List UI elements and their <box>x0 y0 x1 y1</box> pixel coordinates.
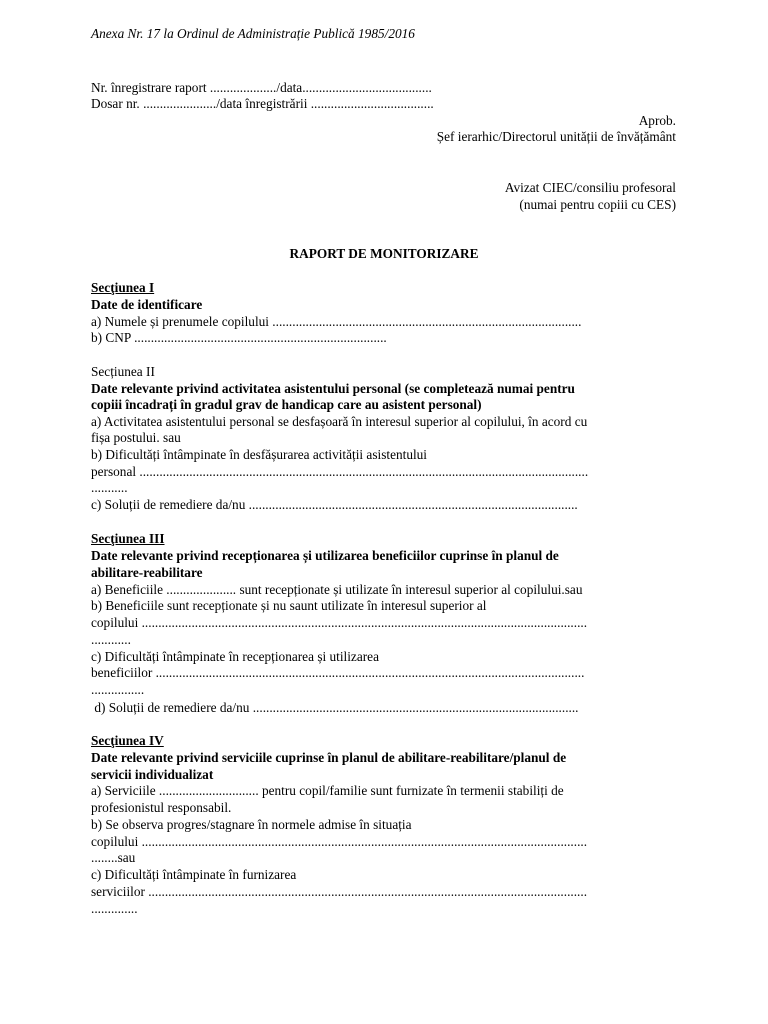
section1-item-b: b) CNP ............................................................................ <box>91 330 387 345</box>
section4-item-c-line-3: .............. <box>91 901 138 916</box>
avizat-line-2: (numai pentru copiii cu CES) <box>519 197 676 212</box>
section3-item-c-line-1: c) Dificultăți întâmpinate în recepționarea și utilizarea <box>91 649 379 664</box>
section1-subtitle: Date de identificare <box>91 297 203 312</box>
document-header: Anexa Nr. 17 la Ordinul de Administrație Publică 1985/2016 <box>91 26 415 41</box>
section4-item-a-line-2: profesionistul responsabil. <box>91 800 232 815</box>
dossier-registration-line: Dosar nr. ....................../data înregistrării ..................................... <box>91 96 434 111</box>
section2-item-b-line-2: personal ....................................................................................................................................... <box>91 464 589 479</box>
section1-heading: Secţiunea I <box>91 280 155 295</box>
section4-subtitle-line-2: servicii individualizat <box>91 767 214 782</box>
section4-item-c-line-2: serviciilor .................................................................................................................................... <box>91 884 588 899</box>
section3-heading: Secţiunea III <box>91 531 165 546</box>
section2-subtitle-line-1: Date relevante privind activitatea asistentului personal (se completează numai pentru <box>91 381 575 396</box>
section2-item-a-line-1: a) Activitatea asistentului personal se desfașoară în interesul superior al copilului, în acord cu <box>91 414 588 429</box>
section2-item-c: c) Soluții de remediere da/nu ................................................................................................... <box>91 497 578 512</box>
section3-subtitle-line-1: Date relevante privind recepționarea și utilizarea beneficiilor cuprinse în planul de <box>91 548 559 563</box>
report-registration-line: Nr. înregistrare raport ..................../data....................................... <box>91 80 432 95</box>
section2-item-a-line-2: fișa postului. sau <box>91 430 181 445</box>
section4-item-b-line-3: ........sau <box>91 850 136 865</box>
section4-subtitle-line-1: Date relevante privind serviciile cuprinse în planul de abilitare-reabilitare/planul de <box>91 750 567 765</box>
section3-subtitle-line-2: abilitare-reabilitare <box>91 565 203 580</box>
section4-heading: Secţiunea IV <box>91 733 164 748</box>
section3-item-c-line-3: ................ <box>91 682 145 697</box>
approval-label: Aprob. <box>638 113 676 128</box>
section3-item-b-line-3: ............ <box>91 632 131 647</box>
section4-item-b-line-1: b) Se observa progres/stagnare în normele admise în situația <box>91 817 412 832</box>
section3-item-a: a) Beneficiile ..................... sunt recepționate și utilizate în interesul superior al copilului.sau <box>91 582 583 597</box>
section4-item-b-line-2: copilului ...................................................................................................................................... <box>91 834 588 849</box>
section2-heading: Secțiunea II <box>91 364 155 379</box>
section2-item-b-line-3: ........... <box>91 480 128 495</box>
section3-item-b-line-1: b) Beneficiile sunt recepționate și nu saunt utilizate în interesul superior al <box>91 598 487 613</box>
document-title: RAPORT DE MONITORIZARE <box>289 246 479 261</box>
approval-role: Șef ierarhic/Directorul unității de învățământ <box>436 129 676 144</box>
section1-item-a: a) Numele și prenumele copilului ............................................................................................. <box>91 314 582 329</box>
section3-item-b-line-2: copilului ...................................................................................................................................... <box>91 615 588 630</box>
section2-item-b-line-1: b) Dificultăți întâmpinate în desfășurarea activității asistentului <box>91 447 428 462</box>
section3-item-d: d) Soluții de remediere da/nu .................................................................................................. <box>91 700 579 715</box>
avizat-line-1: Avizat CIEC/consiliu profesoral <box>504 180 676 195</box>
section2-subtitle-line-2: copiii încadrați în gradul grav de handicap care au asistent personal) <box>91 397 482 412</box>
section4-item-c-line-1: c) Dificultăți întâmpinate în furnizarea <box>91 867 297 882</box>
section4-item-a-line-1: a) Serviciile .............................. pentru copil/familie sunt furnizate în termenii stabiliți de <box>91 783 564 798</box>
section3-item-c-line-2: beneficiilor ................................................................................................................................. <box>91 665 585 680</box>
